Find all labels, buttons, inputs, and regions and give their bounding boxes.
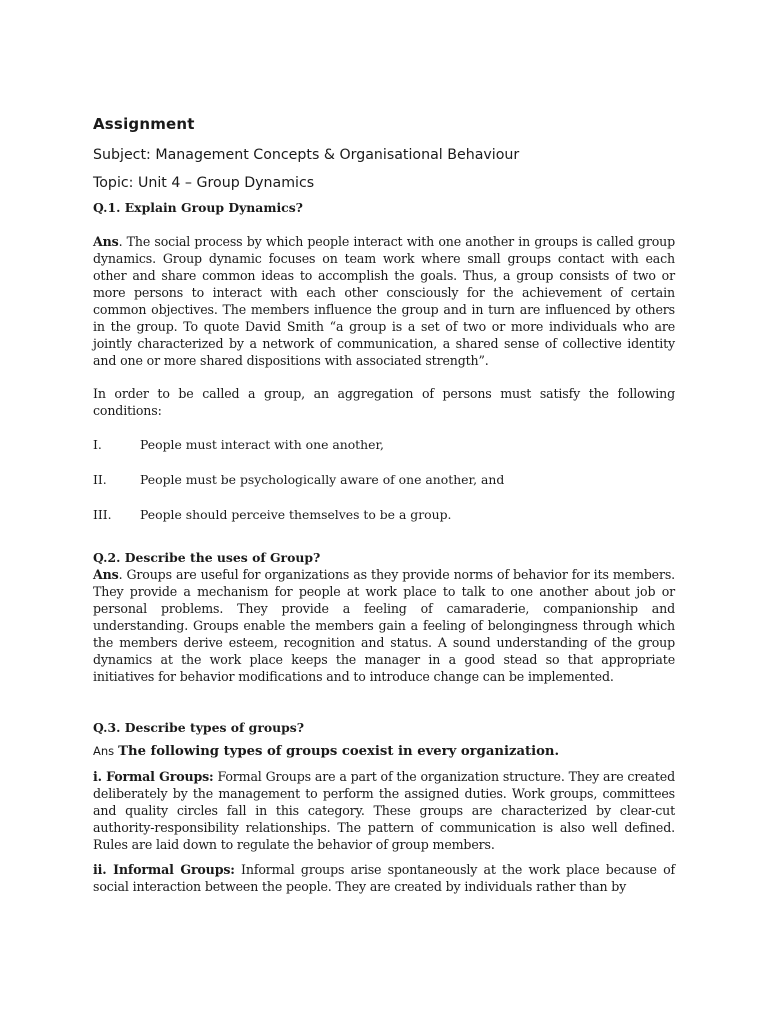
formal-groups-paragraph <box>93 768 675 853</box>
list-item-number: I. <box>93 437 102 452</box>
list-item-number: III. <box>93 507 112 522</box>
conditions-list <box>93 436 675 523</box>
informal-groups-label: ii. Informal Groups: <box>93 862 235 877</box>
informal-groups-text: Informal groups arise spontaneously at the work place because of social interaction between the people. They are created by individuals rather than by <box>93 862 676 894</box>
answer-2 <box>93 566 675 685</box>
list-item-text: People must interact with one another, <box>140 437 384 452</box>
conditions-intro: In order to be called a group, an aggregation of persons must satisfy the following conditions: <box>93 386 675 418</box>
document-page <box>93 113 675 895</box>
answer-3-lead-text: The following types of groups coexist in every organization. <box>118 744 560 759</box>
formal-groups-label: i. Formal Groups: <box>93 769 214 784</box>
question-2: Q.2. Describe the uses of Group? <box>93 550 321 565</box>
answer-1 <box>93 233 675 369</box>
answer-3-label: Ans <box>93 744 115 758</box>
question-3: Q.3. Describe types of groups? <box>93 720 305 735</box>
answer-1-text: . The social process by which people interact with one another in groups is called group dynamics. Group dynamic focuses on team work where small groups contact with each other and share common ideas to accomplish the goals. Thus, a group consists of two or more persons to interact with each other consciously for the achievement of certain common objectives. The members influence the group and in turn are influenced by others in the group. To quote David Smith “a group is a set of two or more individuals who are jointly characterized by a network of communication, a shared sense of collective identity and one or more shared dispositions with associated strength”. <box>93 234 675 368</box>
list-item <box>93 471 675 488</box>
document-title: Assignment <box>93 115 195 133</box>
answer-2-label: Ans <box>93 567 119 582</box>
list-item <box>93 436 675 453</box>
informal-groups-paragraph <box>93 861 675 895</box>
question-1: Q.1. Explain Group Dynamics? <box>93 200 303 215</box>
list-item-text: People must be psychologically aware of one another, and <box>140 472 505 487</box>
list-item-number: II. <box>93 472 107 487</box>
list-item <box>93 506 675 523</box>
answer-2-text: . Groups are useful for organizations as they provide norms of behavior for its members. They provide a mechanism for people at work place to talk to one another about job or personal problems. They provide a feeling of camaraderie, companionship and understanding. Groups enable the members gain a feeling of belongingness through which the members derive esteem, recognition and status. A sound understanding of the group dynamics at the work place keeps the manager in a good stead so that appropriate initiatives for behavior modifications and to introduce change can be implemented. <box>93 567 675 684</box>
document-subject: Subject: Management Concepts & Organisational Behaviour <box>93 147 520 163</box>
document-topic: Topic: Unit 4 – Group Dynamics <box>93 175 315 191</box>
list-item-text: People should perceive themselves to be a group. <box>140 507 452 522</box>
answer-1-label: Ans <box>93 234 119 249</box>
formal-groups-text: Formal Groups are a part of the organization structure. They are created deliberately by the management to perform the assigned duties. Work groups, committees and quality circles fall in this category. These groups are characterized by clear-cut authority-responsibility relationships. The pattern of communication is also well defined. Rules are laid down to regulate the behavior of group members. <box>93 769 675 852</box>
answer-3-lead <box>93 742 675 760</box>
